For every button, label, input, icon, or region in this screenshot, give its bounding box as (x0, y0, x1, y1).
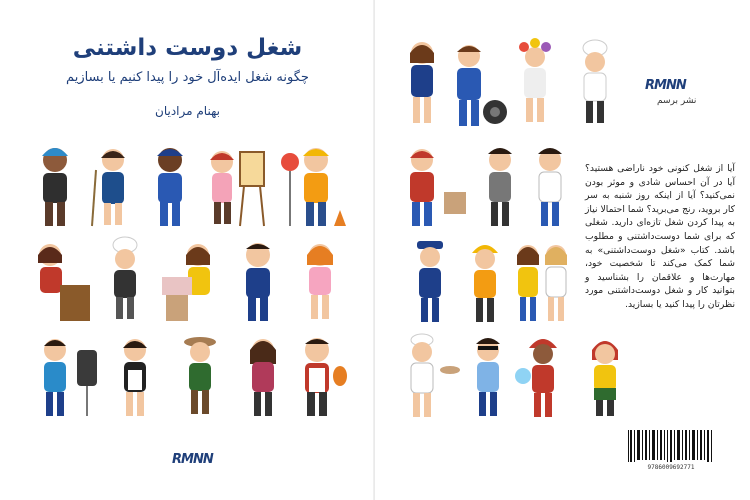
engineer-illustration (460, 235, 510, 325)
gardener-illustration (510, 35, 560, 130)
car-mechanic-illustration (447, 38, 507, 133)
publisher-logo-front (172, 452, 213, 467)
tailor-illustration (158, 235, 228, 325)
baker-illustration (400, 330, 465, 420)
author-name: بهنام مرادیان (155, 104, 220, 118)
receptionist-illustration (30, 235, 95, 325)
fashion-designer-illustration (35, 330, 105, 420)
cleaner-illustration (88, 140, 138, 230)
barcode (625, 428, 717, 474)
scientist-illustration (525, 140, 575, 230)
isbn-number: 9786009692771 (647, 464, 695, 471)
reporter-illustration (238, 330, 288, 420)
publisher-logo-back (645, 78, 686, 93)
mechanic-illustration (145, 140, 195, 230)
firefighter-illustration (513, 330, 573, 420)
book-subtitle: چگونه شغل ایده‌آل خود را پیدا کنیم یا بسازیم (66, 70, 309, 85)
road-worker-illustration (278, 140, 348, 230)
pilot-illustration (405, 235, 455, 325)
teacher-and-doctor-illustration (510, 235, 575, 325)
barcode-bars (625, 428, 717, 464)
singer-illustration (475, 140, 525, 230)
back-cover (375, 0, 750, 500)
fruit-seller-illustration (580, 330, 630, 420)
butcher-illustration (292, 330, 352, 420)
back-cover-blurb: آیا از شغل کنونی خود ناراضی هستید؟ آیا در آن احساس شادی و موثر بودن نمی‌کنید؟ آیا از اینکه روز شنبه به سر کار بروید، رنج می‌برید؟ شما احتمالا نیاز به پیدا کردن شغل تازه‌ای دارید. شغلی که برای شما دوست‌داشتنی و مطلوب باشد. کتاب «شغل دوست‌داشتنی» به شما کمک می‌کند تا شخصیت خود، مهارت‌ها و علاقمان را بشناسید و بتوانید کار و شغل دوست‌داشتنی مورد نظرتان را پیدا کنید یا بسازید. (585, 163, 735, 310)
publisher-name: نشر برسم (657, 96, 697, 106)
hairdresser-illustration (295, 235, 345, 325)
police-officer-illustration (463, 330, 513, 420)
farmer-illustration (175, 330, 225, 420)
construction-worker-illustration (30, 140, 80, 230)
plumber-illustration (233, 235, 283, 325)
delivery-worker-illustration (400, 140, 475, 230)
chef-illustration (100, 235, 150, 325)
publisher-logo-text: RMNN (172, 452, 213, 467)
chef-illustration-back (570, 38, 620, 133)
waitress-illustration (110, 330, 160, 420)
stewardess-illustration (400, 35, 445, 130)
publisher-logo-back-text: RMNN (645, 78, 686, 93)
book-title: شغل دوست داشتنی (72, 35, 303, 61)
painter-illustration (200, 140, 270, 230)
